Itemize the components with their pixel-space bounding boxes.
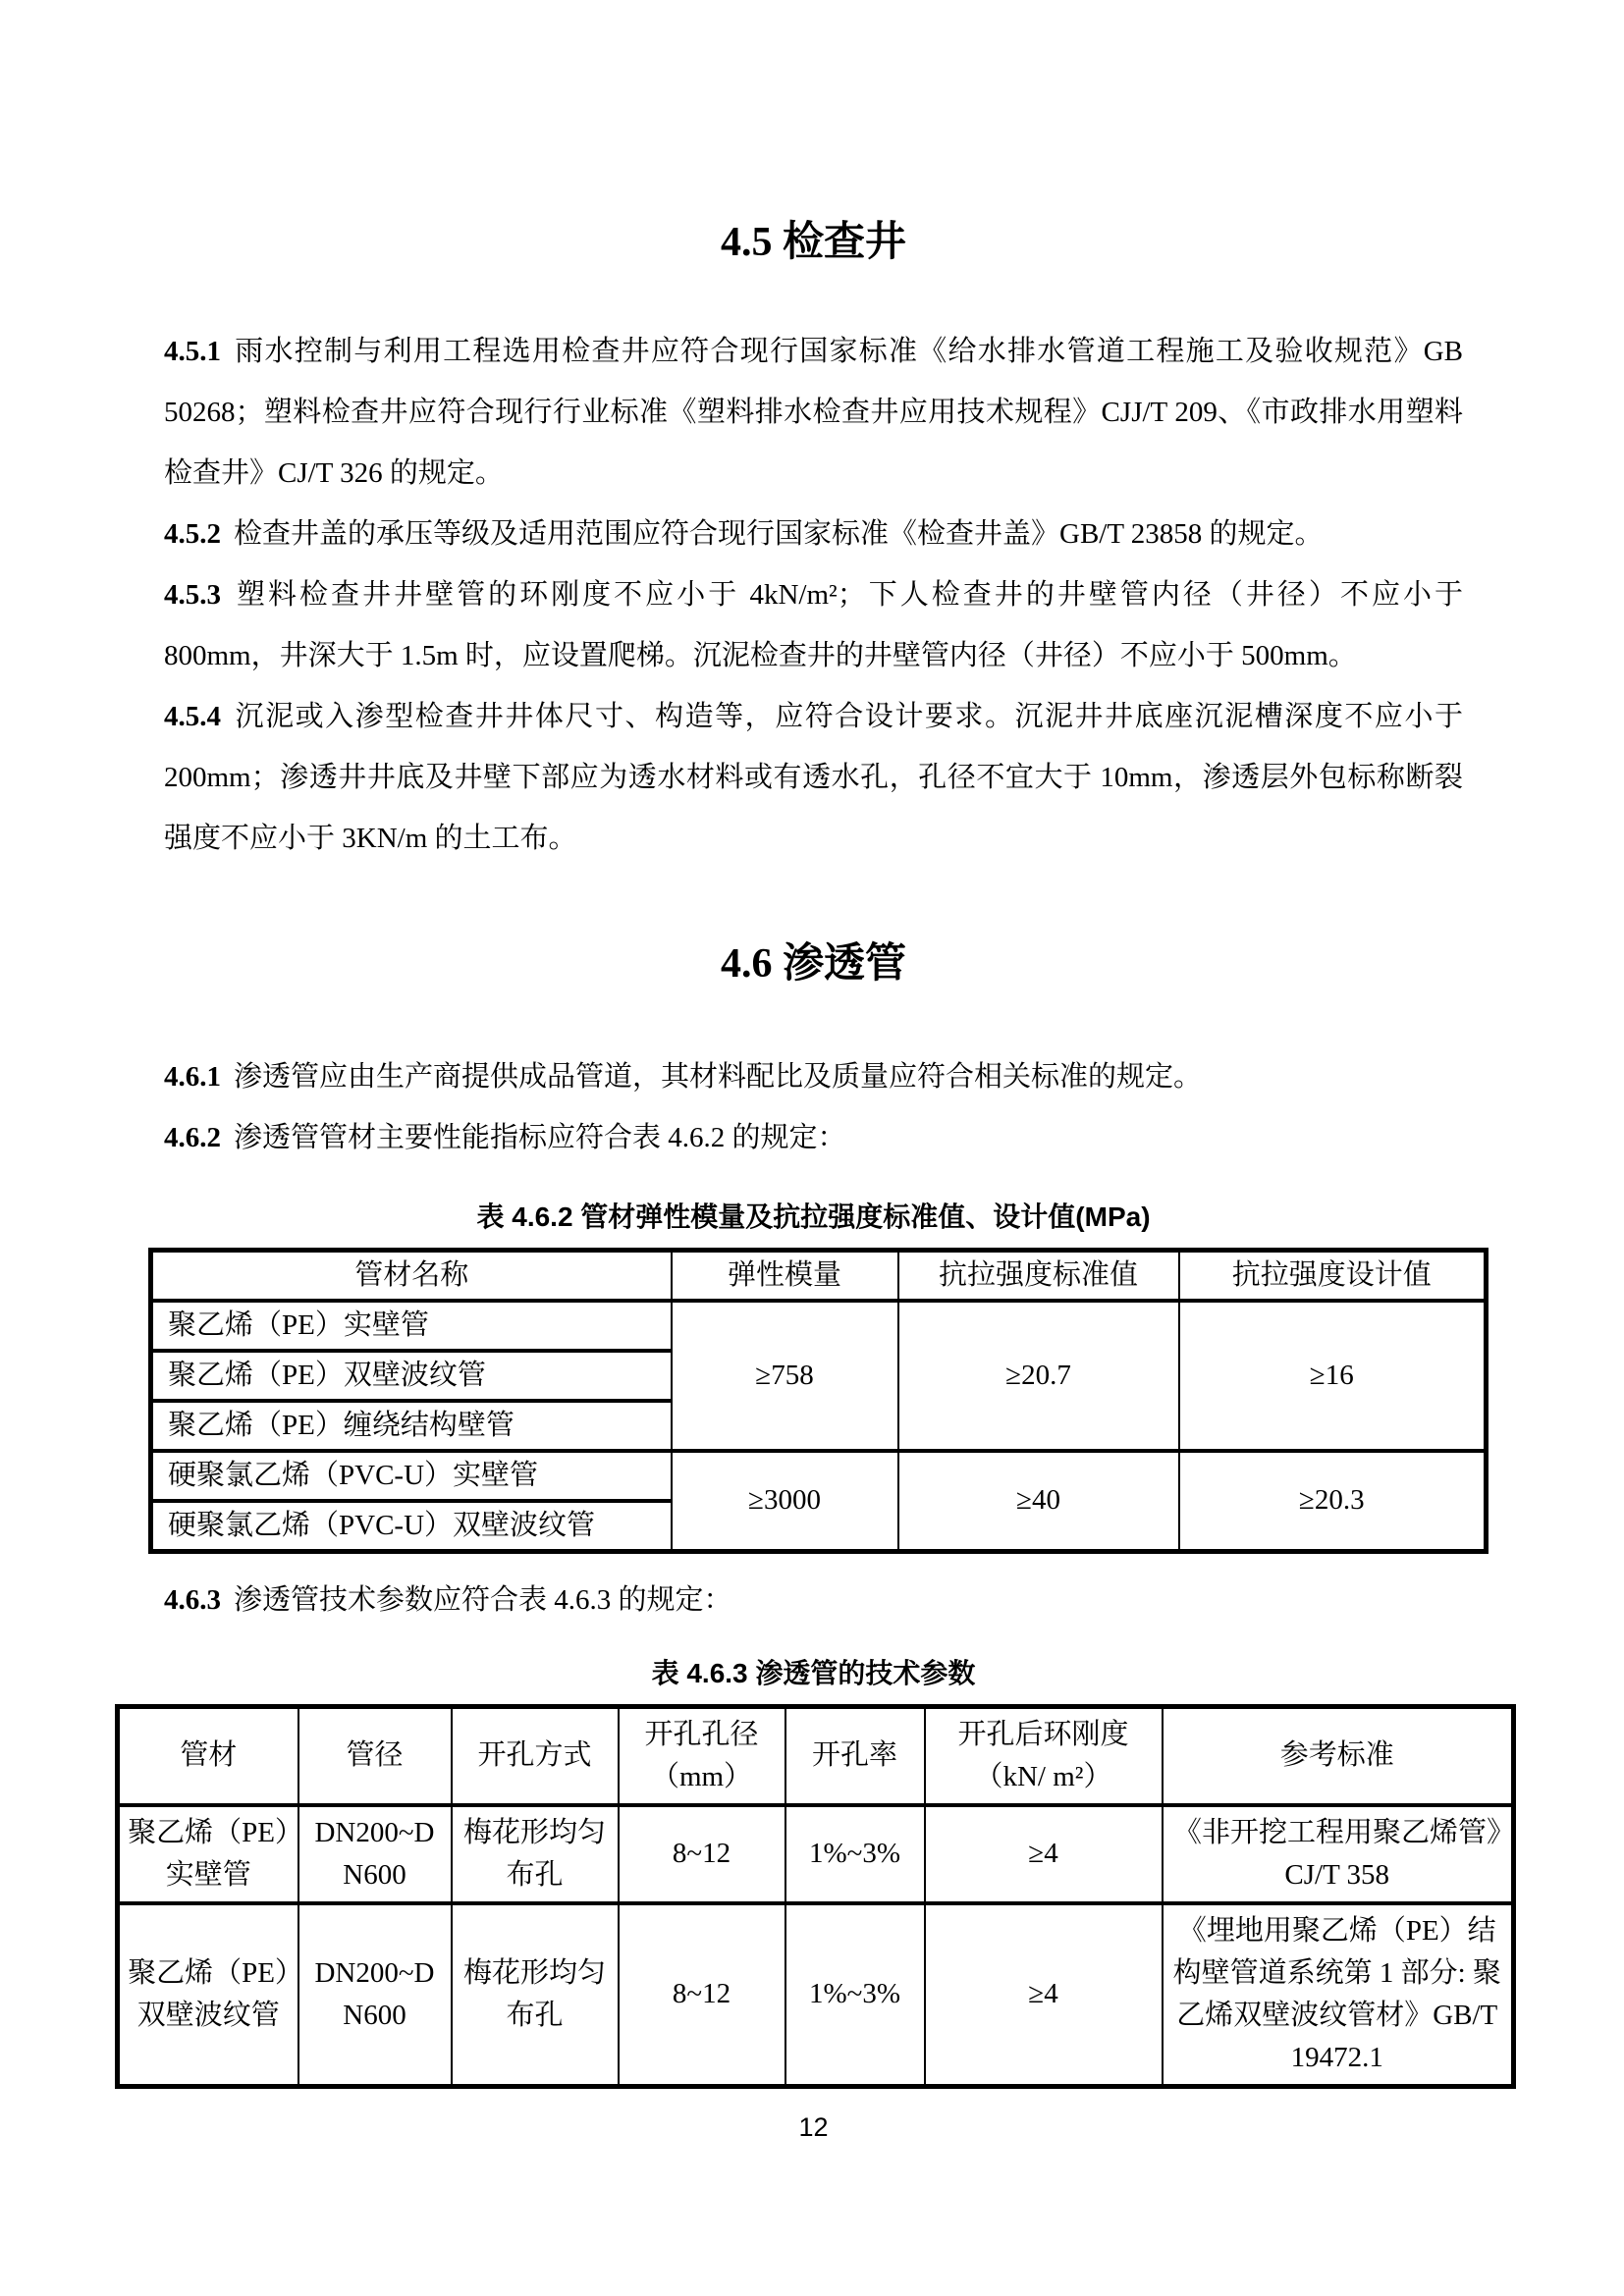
clause-text: 渗透管应由生产商提供成品管道，其材料配比及质量应符合相关标准的规定。: [234, 1060, 1203, 1093]
section-4-6-heading: 4.6 渗透管: [720, 941, 906, 988]
clause-text: 沉泥或入渗型检查井井体尺寸、构造等，应符合设计要求。沉泥井井底座沉泥槽深度不应小于 200mm；渗透井井底及井壁下部应为透水材料或有透水孔，孔径不宜大于 10mm，渗透层外包标称断裂强度不应小于 3KN/m 的土工布。: [164, 701, 1463, 855]
table-header-cell: 开孔方式: [452, 1706, 619, 1805]
table-cell: 1%~3%: [785, 1903, 925, 2087]
table-header-cell: 开孔孔径（mm）: [619, 1706, 785, 1805]
table-cell: 1%~3%: [785, 1805, 925, 1903]
table-cell: 8~12: [619, 1805, 785, 1903]
section-4-5-heading: 4.5 检查井: [720, 220, 906, 265]
clause-number: 4.5.3: [164, 579, 221, 612]
clause-text: 检查井盖的承压等级及适用范围应符合现行国家标准《检查井盖》GB/T 23858 的规定。: [234, 518, 1324, 551]
table-cell: 聚乙烯（PE）实壁管: [151, 1301, 672, 1351]
table-header-row: [151, 1250, 1487, 1301]
table-cell: 《埋地用聚乙烯（PE）结构壁管道系统第 1 部分: 聚乙烯双壁波纹管材》GB/T 19472.1: [1163, 1903, 1514, 2087]
paragraph-4-5-4: [164, 686, 1463, 869]
table-header-cell: 开孔后环刚度（kN/ m²）: [925, 1706, 1163, 1805]
paragraph-4-5-3: [164, 564, 1463, 686]
table-cell: 聚乙烯（PE）缠绕结构壁管: [151, 1401, 672, 1451]
table-cell: ≥4: [925, 1805, 1163, 1903]
paragraph-4-5-2: [164, 504, 1463, 564]
table-cell: ≥758: [672, 1301, 898, 1451]
table-cell: DN200~DN600: [298, 1903, 452, 2087]
clause-number: 4.6.2: [164, 1121, 221, 1153]
clause-number: 4.5.1: [164, 336, 221, 368]
table-cell: 硬聚氯乙烯（PVC-U）实壁管: [151, 1451, 672, 1501]
table-cell: 梅花形均匀布孔: [452, 1805, 619, 1903]
page-number: 12: [798, 2111, 829, 2142]
clause-number: 4.6.1: [164, 1060, 221, 1093]
table-cell: 梅花形均匀布孔: [452, 1903, 619, 2087]
table-cell: DN200~DN600: [298, 1805, 452, 1903]
table-header-cell: 管材: [118, 1706, 298, 1805]
table-row: [151, 1301, 1487, 1351]
table-cell: ≥3000: [672, 1451, 898, 1552]
table-header-cell: 抗拉强度设计值: [1179, 1250, 1487, 1301]
table-row: [118, 1903, 1514, 2087]
table-cell: 《非开挖工程用聚乙烯管》CJ/T 358: [1163, 1805, 1514, 1903]
clause-text: 塑料检查井井壁管的环刚度不应小于 4kN/m²；下人检查井的井壁管内径（井径）不应小于 800mm，井深大于 1.5m 时，应设置爬梯。沉泥检查井的井壁管内径（井径）不应小于 500mm。: [164, 579, 1463, 672]
clause-number: 4.6.3: [164, 1583, 221, 1616]
table-header-cell: 开孔率: [785, 1706, 925, 1805]
table-4-6-2-caption: 表 4.6.2 管材弹性模量及抗拉强度标准值、设计值(MPa): [476, 1201, 1151, 1232]
paragraph-4-6-2: [164, 1107, 1463, 1168]
table-cell: 聚乙烯（PE）双壁波纹管: [118, 1903, 298, 2087]
table-4-6-3: [115, 1704, 1516, 2089]
table-header-cell: 弹性模量: [672, 1250, 898, 1301]
clause-text: 渗透管技术参数应符合表 4.6.3 的规定：: [234, 1583, 732, 1616]
table-4-6-2: [148, 1248, 1489, 1554]
table-4-6-3-caption: 表 4.6.3 渗透管的技术参数: [651, 1657, 976, 1688]
table-cell: ≥20.3: [1179, 1451, 1487, 1552]
table-cell: ≥40: [898, 1451, 1179, 1552]
table-cell: ≥16: [1179, 1301, 1487, 1451]
table-cell: 聚乙烯（PE）实壁管: [118, 1805, 298, 1903]
table-cell: 硬聚氯乙烯（PVC-U）双壁波纹管: [151, 1501, 672, 1552]
table-row: [151, 1451, 1487, 1501]
table-header-cell: 管径: [298, 1706, 452, 1805]
table-row: [118, 1805, 1514, 1903]
clause-number: 4.5.2: [164, 518, 221, 551]
paragraph-4-5-1: [164, 321, 1463, 504]
table-header-row: [118, 1706, 1514, 1805]
clause-text: 雨水控制与利用工程选用检查井应符合现行国家标准《给水排水管道工程施工及验收规范》GB 50268；塑料检查井应符合现行行业标准《塑料排水检查井应用技术规程》CJJ/T 209、《市政排水用塑料检查井》CJ/T 326 的规定。: [164, 336, 1463, 490]
paragraph-4-6-3: [164, 1570, 1463, 1630]
clause-number: 4.5.4: [164, 701, 221, 733]
paragraph-4-6-1: [164, 1046, 1463, 1107]
table-cell: 聚乙烯（PE）双壁波纹管: [151, 1351, 672, 1401]
table-header-cell: 抗拉强度标准值: [898, 1250, 1179, 1301]
table-header-cell: 参考标准: [1163, 1706, 1514, 1805]
clause-text: 渗透管管材主要性能指标应符合表 4.6.2 的规定：: [234, 1121, 846, 1153]
table-cell: ≥4: [925, 1903, 1163, 2087]
table-header-cell: 管材名称: [151, 1250, 672, 1301]
table-cell: ≥20.7: [898, 1301, 1179, 1451]
table-cell: 8~12: [619, 1903, 785, 2087]
